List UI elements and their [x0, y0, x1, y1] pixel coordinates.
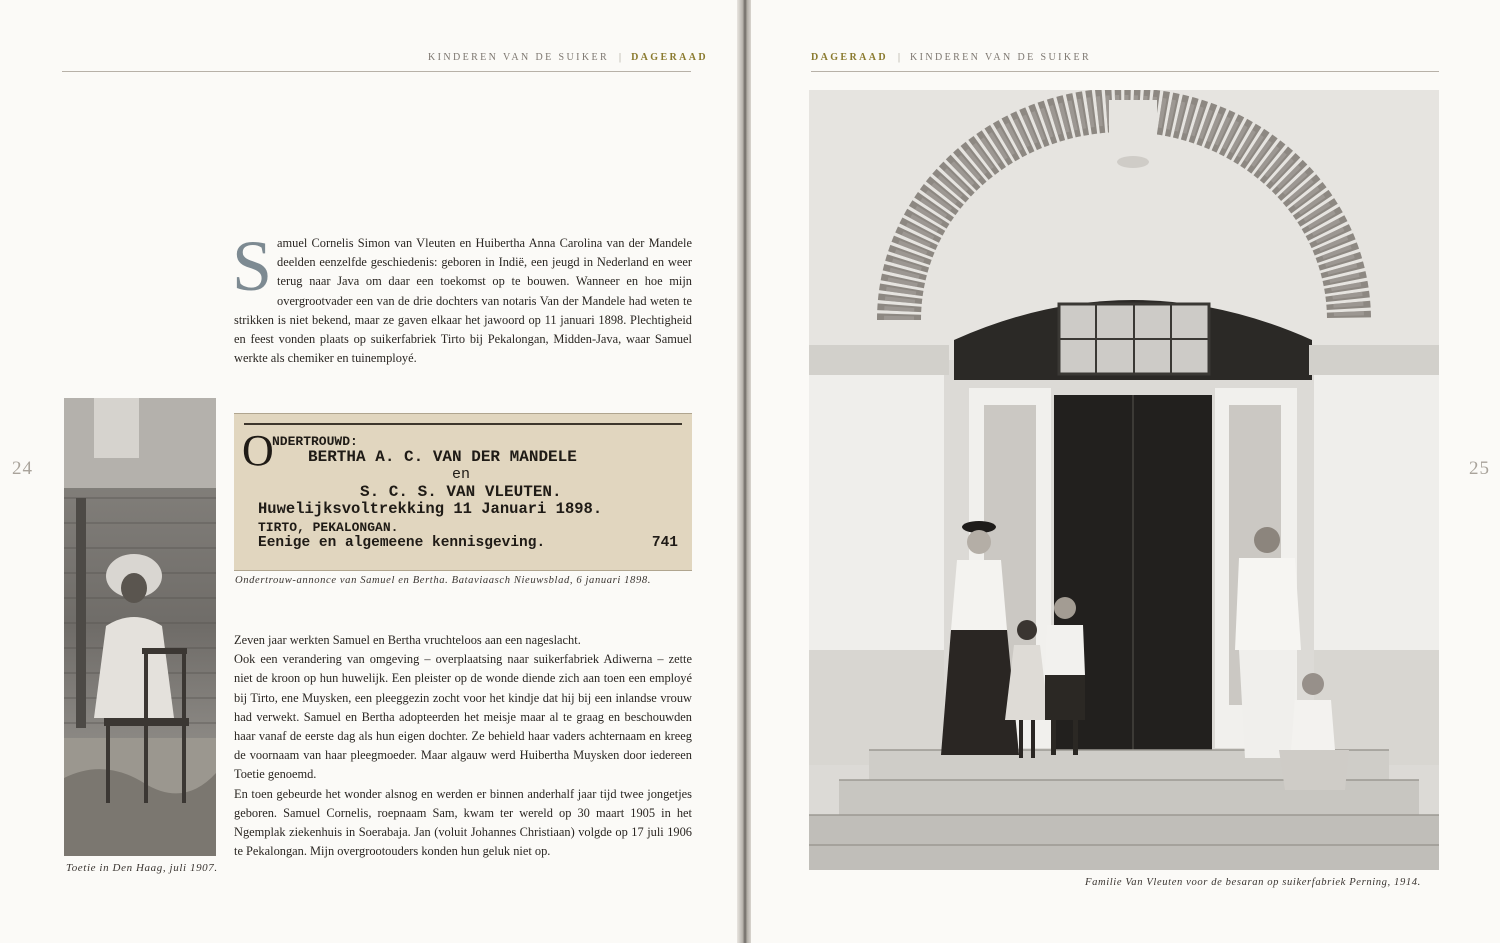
clipping-line-7: Eenige en algemeene kennisgeving. — [258, 535, 546, 551]
running-head-separator: | — [619, 52, 622, 63]
clipping-line-5: Huwelijksvoltrekking 11 Januari 1898. — [258, 500, 603, 518]
clipping-caption: Ondertrouw-annonce van Samuel en Bertha. Bataviaasch Nieuwsblad, 6 januari 1898. — [235, 575, 651, 586]
newspaper-clipping — [234, 413, 692, 571]
paragraph-1: Zeven jaar werkten Samuel en Bertha vruchteloos aan een nageslacht. — [234, 633, 581, 647]
continuation-text — [234, 631, 692, 861]
running-head-title: KINDEREN VAN DE SUIKER — [428, 52, 610, 63]
clipping-rule — [244, 423, 682, 425]
clipping-number: 741 — [651, 535, 678, 551]
header-rule — [62, 71, 691, 72]
clipping-line-6: TIRTO, PEKALONGAN. — [258, 520, 399, 535]
page-number: 24 — [12, 458, 33, 479]
right-page — [751, 0, 1500, 943]
clipping-line-1: NDERTROUWD: — [272, 434, 358, 449]
page-number: 25 — [1469, 458, 1490, 479]
left-running-head — [428, 52, 708, 63]
intro-paragraph — [232, 226, 692, 368]
header-rule — [811, 71, 1439, 72]
toetie-photo — [64, 398, 216, 856]
left-page — [0, 0, 741, 943]
paragraph-2: Ook een verandering van omgeving – overplaatsing naar suikerfabriek Adiwerna – zette niet de kroon op hun huwelijk. Een pleister op de wonde diende zich aan toen een employé bij Tirto, ene Muysken, een pleeggezin zocht voor het kindje dat hij bij een inlandse vrouw had verwekt. Samuel en Bertha adopteerden het meisje maar al te graag en beschouwden haar vanaf de eerste dag als hun eigen dochter. Ze behield haar vaders achternaam en kreeg de voornaam van haar pleegmoeder. Maar algauw werd Huibertha Muysken door iedereen Toetie genoemd. — [234, 652, 692, 782]
clipping-line-3: en — [452, 466, 471, 483]
clipping-line-4: S. C. S. VAN VLEUTEN. — [360, 483, 562, 501]
running-head-chapter: DAGERAAD — [811, 52, 888, 63]
running-head-chapter: DAGERAAD — [631, 52, 709, 63]
family-photo — [809, 90, 1439, 870]
drop-cap: S — [232, 226, 273, 306]
running-head-separator: | — [897, 52, 900, 63]
paragraph-3: En toen gebeurde het wonder alsnog en werden er binnen anderhalf jaar tijd twee jongetjes geboren. Samuel Cornelis, roepnaam Sam, kwam ter wereld op 30 maart 1905 in het Ngemplak ziekenhuis in Soerabaja. Jan (voluit Johannes Christiaan) volgde op 17 juli 1906 te Pekalongan. Mijn overgrootouders konden hun geluk niet op. — [234, 786, 692, 859]
family-photo-caption: Familie Van Vleuten voor de besaran op suikerfabriek Perning, 1914. — [1085, 877, 1421, 888]
toetie-caption: Toetie in Den Haag, juli 1907. — [66, 862, 218, 874]
clipping-line-2: BERTHA A. C. VAN DER MANDELE — [308, 448, 577, 466]
right-running-head — [811, 52, 1091, 63]
running-head-title: KINDEREN VAN DE SUIKER — [910, 52, 1092, 63]
intro-text: amuel Cornelis Simon van Vleuten en Huibertha Anna Carolina van der Mandele deelden eenzelfde geschiedenis: geboren in Indië, een jeugd in Nederland en weer terug naar Java om daar een toekomst op te bouwen. Wanneer en hoe mijn overgrootvader een van de drie dochters van notaris Van der Mandele had weten te strikken is niet bekend, maar ze gaven elkaar het jawoord op 11 januari 1898. Plechtigheid en feest vonden plaats op suikerfabriek Tirto bij Pekalongan, Midden-Java, waar Samuel werkte als chemiker en tuinemployé. — [234, 236, 692, 366]
clipping-initial: O — [242, 426, 274, 475]
